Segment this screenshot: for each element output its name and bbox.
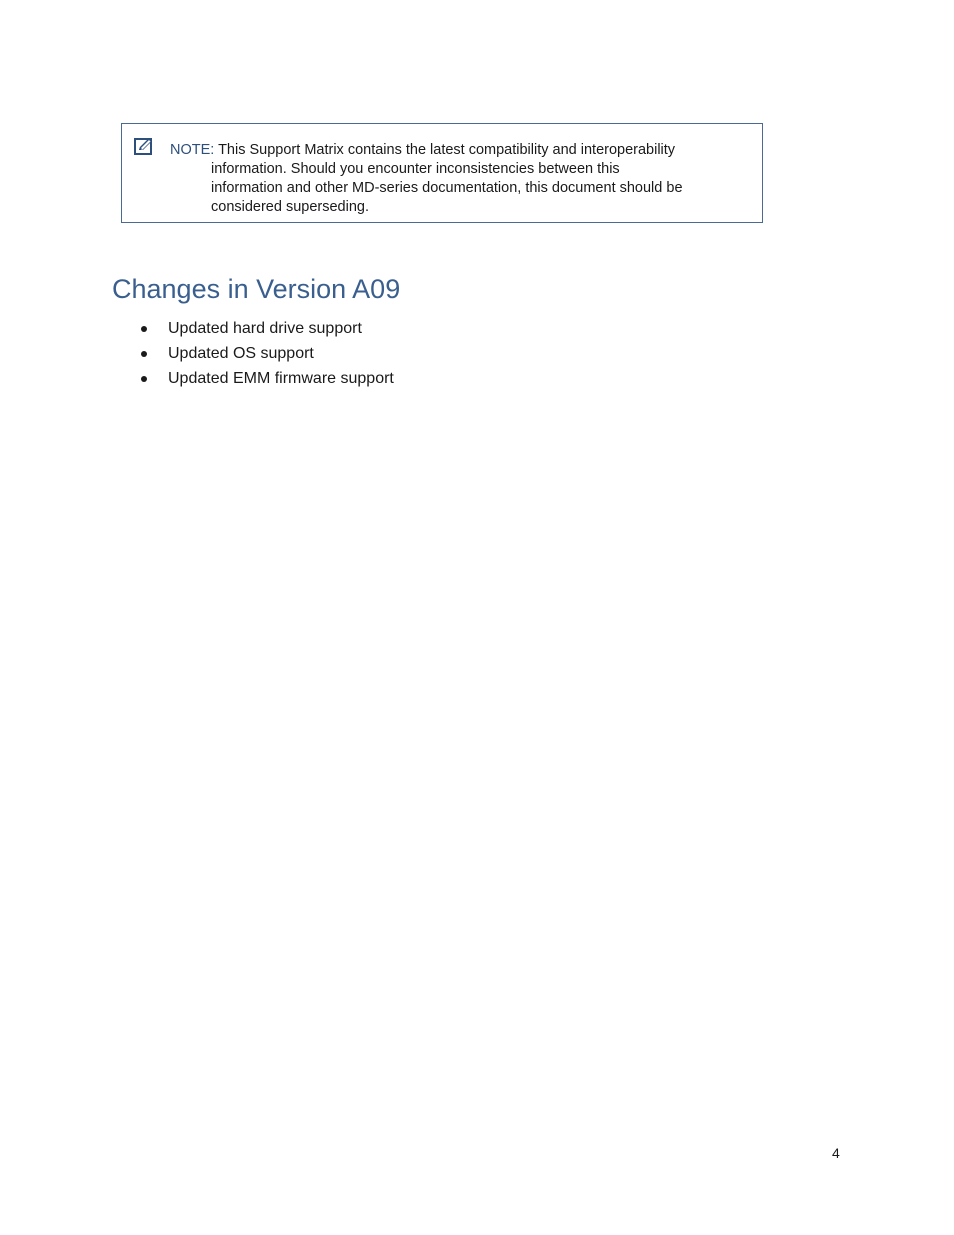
- list-item: [140, 369, 394, 394]
- list-item-text: Updated EMM firmware support: [168, 370, 394, 387]
- page-number: 4: [832, 1145, 840, 1161]
- note-box: [121, 123, 763, 223]
- note-line-3: information and other MD-series documentation, this document should be: [211, 180, 683, 196]
- note-line-4: considered superseding.: [211, 199, 369, 215]
- list-item: [140, 344, 394, 369]
- note-line-2: information. Should you encounter inconsistencies between this: [211, 161, 620, 177]
- list-item: [140, 319, 394, 344]
- list-item-text: Updated OS support: [168, 345, 314, 362]
- bullet-icon: [141, 351, 147, 357]
- note-label: NOTE:: [170, 142, 215, 158]
- note-line-1: This Support Matrix contains the latest compatibility and interoperability: [214, 142, 676, 158]
- note-text: [170, 141, 755, 217]
- pencil-note-icon: [134, 136, 154, 156]
- bullet-icon: [141, 326, 147, 332]
- changes-list: [140, 319, 394, 394]
- section-title: Changes in Version A09: [112, 274, 401, 304]
- bullet-icon: [141, 376, 147, 382]
- note-first-line: [170, 141, 755, 160]
- list-item-text: Updated hard drive support: [168, 320, 362, 337]
